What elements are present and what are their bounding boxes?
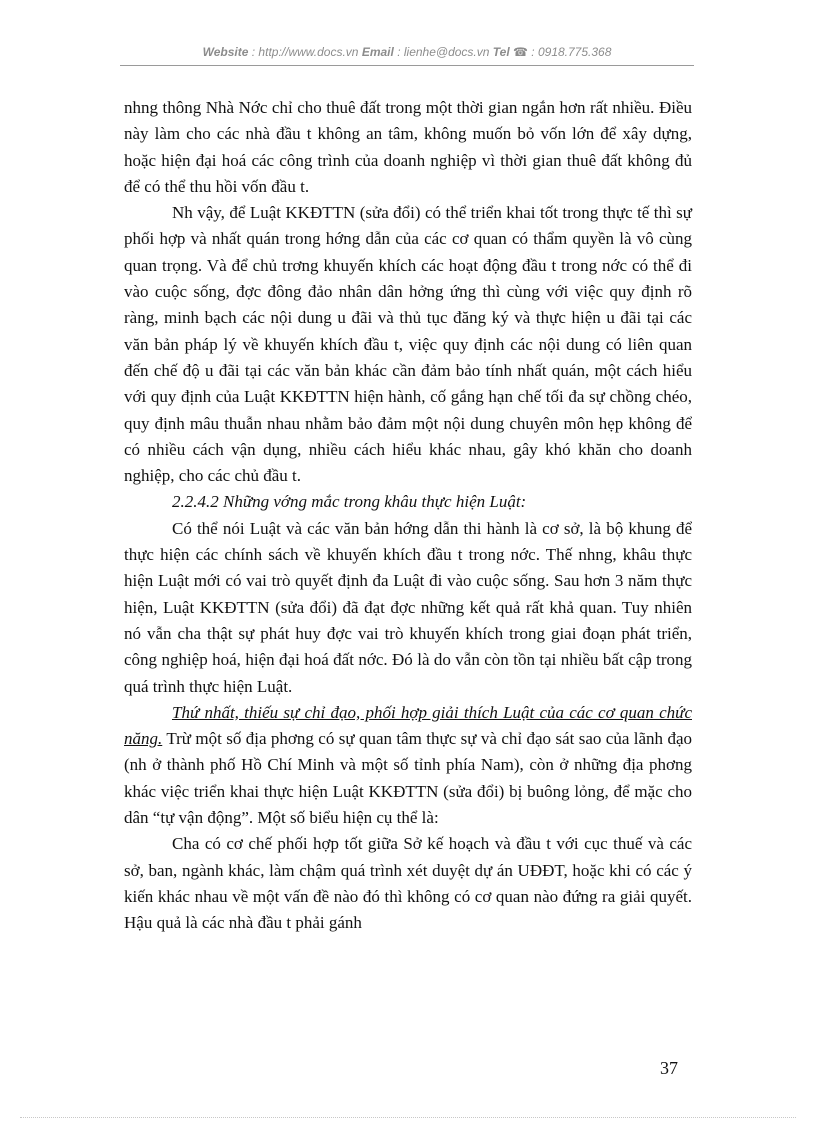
paragraph-4-lead: Thứ nhất, thiếu sự chỉ đạo, phối hợp giải thích Luật của các cơ quan chức năng. <box>124 702 692 749</box>
page-number: 37 <box>660 1058 678 1078</box>
paragraph-4 <box>124 700 692 831</box>
website-label: Website <box>202 45 249 59</box>
paragraph-4-rest: Trừ một số địa phơng có sự quan tâm thực sự và chỉ đạo sát sao của lãnh đạo (nh ở thành phố Hồ Chí Minh và một số tỉnh phía Nam), còn ở những địa phơng khác việc triển khai thực hiện Luật KKĐTTN (sửa đổi) bị buông lỏng, để mặc cho dân “tự vận động”. Một số biểu hiện cụ thể là: <box>124 729 692 828</box>
paragraph-2: Nh vậy, để Luật KKĐTTN (sửa đổi) có thể triển khai tốt trong thực tế thì sự phối hợp và nhất quán trong hớng dẫn của các cơ quan có thẩm quyền là vô cùng quan trọng. Và để chủ trơng khuyến khích các hoạt động đầu t trong nớc có thể đi vào cuộc sống, đợc đông đảo nhân dân hởng ứng thì cùng với việc quy định rõ ràng, minh bạch các nội dung u đãi và thủ tục đăng ký và thực hiện u đãi tại các văn bản pháp lý về khuyến khích đầu t, việc quy định các nội dung có liên quan đến chế độ u đãi tại các văn bản khác cần đảm bảo tính nhất quán, một cách hiểu với quy định của Luật KKĐTTN hiện hành, cố gắng hạn chế tối đa sự chồng chéo, quy định mâu thuẫn nhau nhằm bảo đảm một nội dung chuyên môn hẹp không để có nhiều cách vận dụng, nhiều cách hiểu khác nhau, gây khó khăn cho doanh nghiệp, cho các chủ đầu t. <box>124 203 692 486</box>
document-body <box>124 95 692 937</box>
section-heading: 2.2.4.2 Những vớng mắc trong khâu thực hiện Luật: <box>172 492 527 512</box>
tel-value: ☎ : 0918.775.368 <box>513 45 612 59</box>
header-divider <box>120 65 694 66</box>
email-value: : lienhe@docs.vn <box>397 45 490 59</box>
website-value: : http://www.docs.vn <box>251 45 359 59</box>
paragraph-1: nhng thông Nhà Nớc chỉ cho thuê đất trong một thời gian ngắn hơn rất nhiều. Điều này làm cho các nhà đầu t không an tâm, không muốn bỏ vốn lớn để xây dựng, hoặc hiện đại hoá các công trình của doanh nghiệp vì thời gian thuê đất không đủ để có thể thu hồi vốn đầu t. <box>124 98 692 196</box>
footer-divider <box>20 1117 796 1118</box>
email-label: Email <box>361 45 394 59</box>
paragraph-3: Có thể nói Luật và các văn bản hớng dẫn thi hành là cơ sở, là bộ khung để thực hiện các chính sách về khuyến khích đầu t trong nớc. Thế nhng, khâu thực hiện Luật mới có vai trò quyết định đa Luật đi vào cuộc sống. Sau hơn 3 năm thực hiện, Luật KKĐTTN (sửa đổi) đã đạt đợc những kết quả rất khả quan. Tuy nhiên nó vẫn cha thật sự phát huy đợc vai trò khuyến khích trong giai đoạn phát triển, công nghiệp hoá, hiện đại hoá đất nớc. Đó là do vẫn còn tồn tại nhiều bất cập trong quá trình thực hiện Luật. <box>124 518 692 696</box>
page-header <box>120 45 694 59</box>
paragraph-5: Cha có cơ chế phối hợp tốt giữa Sở kế hoạch và đầu t với cục thuế và các sở, ban, ngành khác, làm chậm quá trình xét duyệt dự án UĐĐT, hoặc khi có các ý kiến khác nhau về một vấn đề nào đó thì không có cơ quan nào đứng ra giải quyết. Hậu quả là các nhà đầu t phải gánh <box>124 834 692 933</box>
tel-label: Tel <box>492 45 510 59</box>
